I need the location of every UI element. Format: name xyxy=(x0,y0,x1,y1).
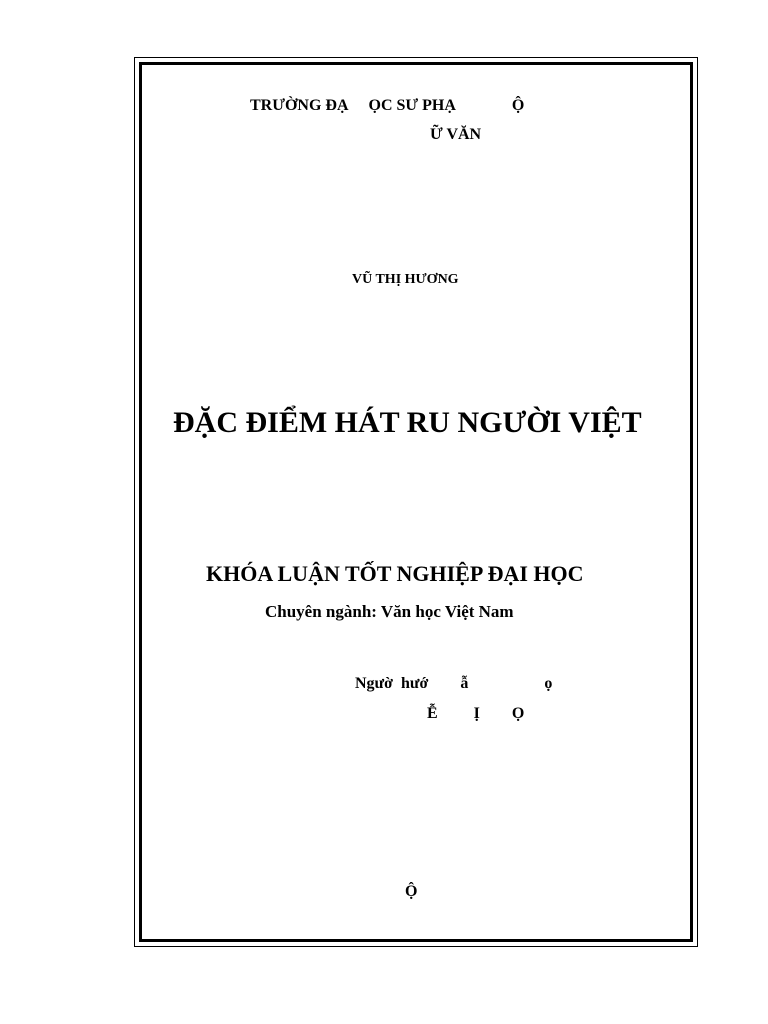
page-border-outer xyxy=(134,57,698,947)
faculty-heading: Ữ VĂN xyxy=(430,126,482,143)
advisor-label: Ngườ hướ ẫ ọ xyxy=(355,675,553,692)
major-label: Chuyên ngành: Văn học Việt Nam xyxy=(265,602,514,621)
thesis-type: KHÓA LUẬN TỐT NGHIỆP ĐẠI HỌC xyxy=(206,561,584,586)
page-border-inner xyxy=(139,62,693,942)
thesis-title: ĐẶC ĐIỂM HÁT RU NGƯỜI VIỆT xyxy=(173,406,642,439)
author-name: VŨ THỊ HƯƠNG xyxy=(352,272,459,287)
place-year: Ộ xyxy=(405,883,418,900)
advisor-name: Ễ Ị Ọ xyxy=(427,705,525,722)
university-heading: TRƯỜNG ĐẠ ỌC SƯ PHẠ Ộ xyxy=(250,97,525,114)
